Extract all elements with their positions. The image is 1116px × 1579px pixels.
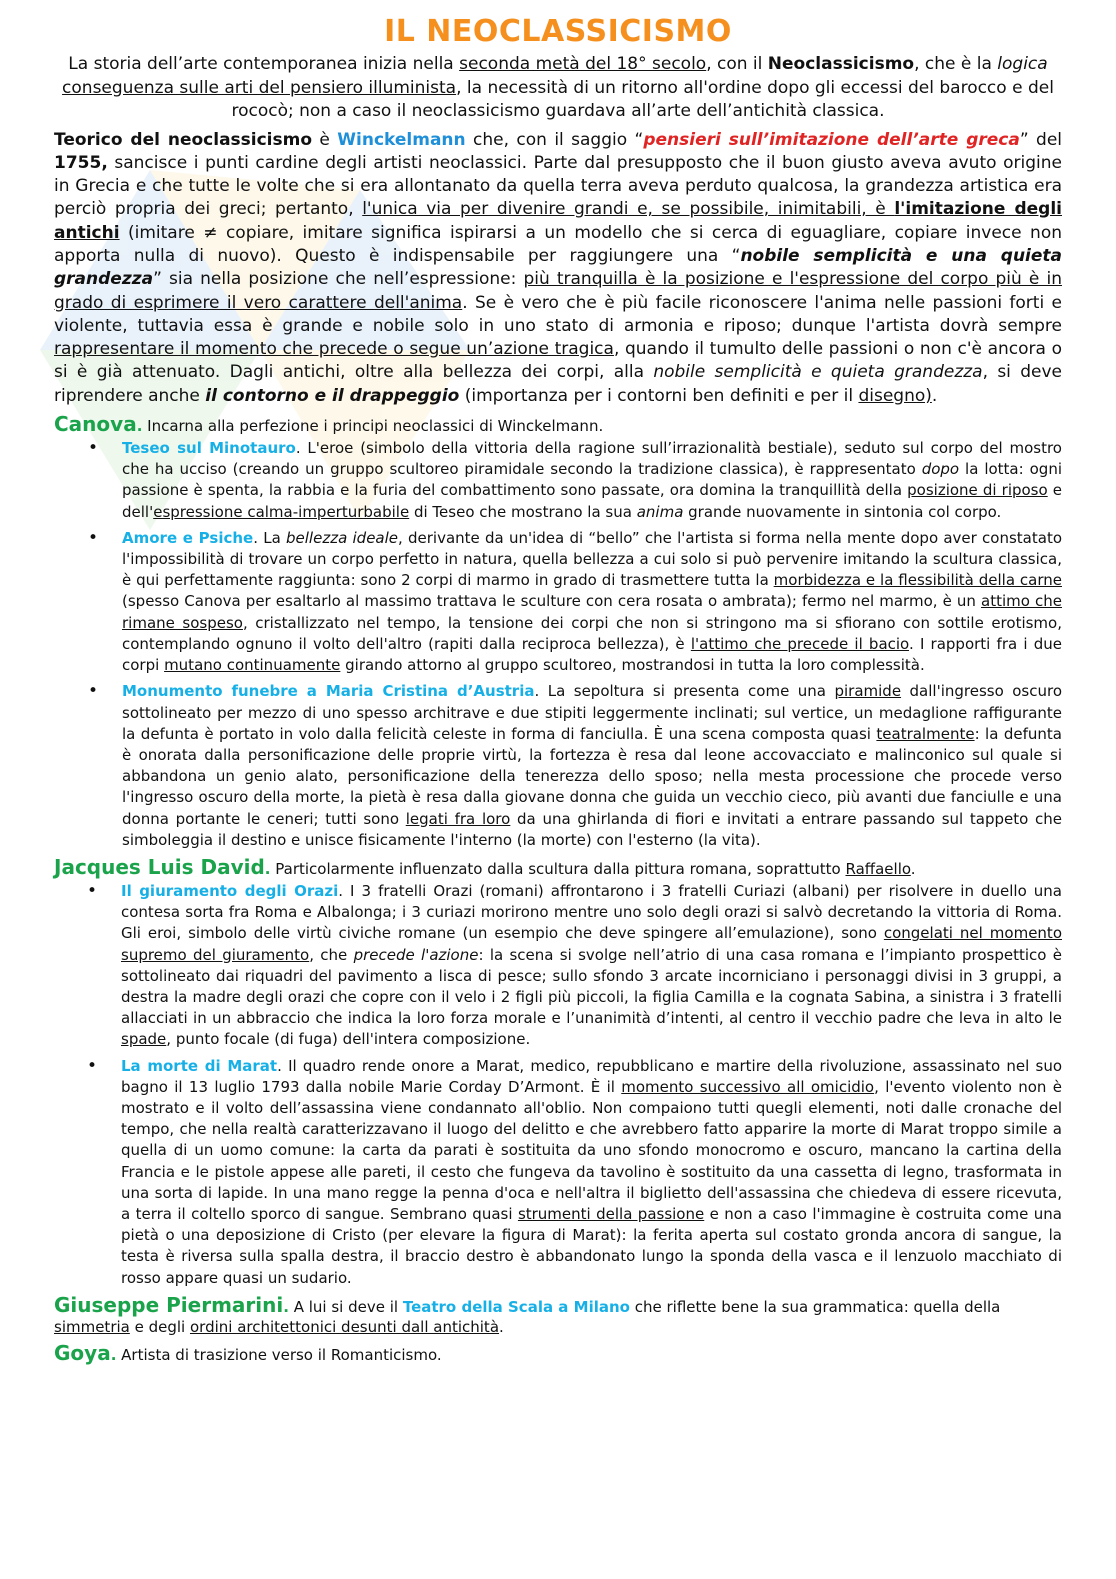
canova-works-list xyxy=(54,438,1062,851)
artist-name: Canova xyxy=(54,412,137,437)
essay-title: pensieri sull’imitazione dell’arte greca xyxy=(643,129,1020,150)
page-title: IL NEOCLASSICISMO xyxy=(384,14,732,49)
work-title: Teatro della Scala a Milano xyxy=(402,1297,630,1316)
artist-piermarini: Giuseppe Piermarini. A lui si deve il Teatro della Scala a Milano che riflette bene la sua grammatica: quella della simmetria e degli ordini architettonici desunti dall antichità. xyxy=(54,1292,1001,1336)
intro-paragraph: La storia dell’arte contemporanea inizia nella seconda metà del 18° secolo, con il Neoclassicismo, che è la logica conseguenza sulle arti del pensiero illuminista, la necessità di un ritorno all'ordine dopo gli eccessi del barocco e del rococò; non a caso il neoclassicismo guardava all’arte dell’antichità classica. xyxy=(62,54,1054,121)
theory-paragraph: Teorico del neoclassicismo è Winckelmann che, con il saggio “pensieri sull’imitazione dell’arte greca” del 1755, sancisce i punti cardine degli artisti neoclassici. Parte dal presupposto che il buon giusto aveva avuto origine in Grecia e che tutte le volte che si era allontanato da quella terra aveva perduto qualcosa, la grandezza artistica era perciò propria dei greci; pertanto, l'unica via per divenire grandi e, se possibile, inimitabili, è l'imitazione degli antichi (imitare ≠ copiare, imitare significa ispirarsi a un modello che si cerca di eguagliare, copiare invece non apporta nulla di nuovo). Questo è indispensabile per raggiungere una “nobile semplicità e una quieta grandezza” sia nella posizione che nell’espressione: più tranquilla è la posizione e l'espressione del corpo più è in grado di esprimere il vero carattere dell'anima. Se è vero che è più facile riconoscere l'anima nelle passioni forti e violente, tuttavia essa è grande e nobile solo in uno stato di armonia e riposo; dunque l'artista dovrà sempre rappresentare il momento che precede o segue un’azione tragica, quando il tumulto delle passioni o non c'è ancora o si è già attenuato. Dagli antichi, oltre alla bellezza dei corpi, alla nobile semplicità e quieta grandezza, si deve riprendere anche il contorno e il drappeggio (importanza per i contorni ben definiti e per il disegno). xyxy=(54,129,1063,406)
artist-canova: Canova. Incarna alla perfezione i principi neoclassici di Winckelmann. xyxy=(54,412,604,437)
list-item: • Monumento funebre a Maria Cristina d’Austria. La sepoltura si presenta come una piramide dall'ingresso oscuro sottolineato per mezzo di uno spesso architrave e due stipiti leggermente inclinati; sul vertice, un medaglione raffigurante la defunta è portato in volo dalla felicità celeste in forma di fanciulla. È una scena composta quasi teatralmente: la defunta è onorata dalla personificazione delle proprie virtù, la fortezza è resa dal leone accovacciato e malinconico sul quale si abbandona un genio alato, personificazione della tenerezza dello sposo; nella mesta processione che procede verso l'ingresso oscuro della morte, la pietà è resa dalla giovane donna che guida un vecchio cieco, più avanti due fanciulle e una donna portante le ceneri; tutti sono legati fra loro da una ghirlanda di fiori e invitati a entrare passando sul tappeto che simboleggia il destino e unisce fisicamente l'interno (la morte) con l'esterno (la vita). xyxy=(122,681,1062,851)
work-title: Monumento funebre a Maria Cristina d’Austria xyxy=(122,682,535,701)
list-item: • La morte di Marat. Il quadro rende onore a Marat, medico, repubblicano e martire della rivoluzione, assassinato nel suo bagno il 13 luglio 1793 dalla nobile Marie Corday D’Armont. È il momento successivo all omicidio, l'evento violento non è mostrato e il volto dell’assassina viene condannato all'oblio. Non compaiono tutti quegli elementi, noti dalle cronache del tempo, che nella realtà caratterizzavano il luogo del delitto e che avrebbero fatto apparire la morte di Marat troppo simile a quella di un uomo comune: la carta da parati è sostituita da uno sfondo monocromo e oscuro, mancano la cartina della Francia e le pistole appese alle pareti, il cesto che fungeva da tavolino è sostituito da una cassetta di legno, trasformata in una sorta di lapide. In una mano regge la penna d'oca e nell'altra il biglietto dell'assassina che chiedeva di essere ricevuta, a terra il coltello sporco di sangue. Sembrano quasi strumenti della passione e non a caso l'immagine è costruita come una pietà o una deposizione di Cristo (per elevare la figura di Marat): la ferita aperta sul costato gronda ancora di sangue, la testa è riversa sulla spalla destra, il braccio destro è abbandonato lungo la sponda della vasca e il lenzuolo macchiato di rosso appare quasi un sudario. xyxy=(121,1056,1062,1289)
david-works-list xyxy=(54,881,1062,1289)
work-title: Il giuramento degli Orazi xyxy=(121,881,339,900)
work-title: La morte di Marat xyxy=(121,1056,278,1075)
list-item: • Il giuramento degli Orazi. I 3 fratelli Orazi (romani) affrontarono i 3 fratelli Curiazi (albani) per risolvere in duello una contesa sorta fra Roma e Albalonga; i 3 curiazi morirono mentre uno solo degli orazi si salvò decretando la vittoria di Roma. Gli eroi, simbolo delle virtù civiche romane (un esempio che deve spingere all’emulazione), sono congelati nel momento supremo del giuramento, che precede l'azione: la scena si svolge nell’atrio di una casa romana e l’impianto prospettico è sottolineato dai riquadri del pavimento a lisca di pesce; sullo sfondo 3 arcate incorniciano i personaggi divisi in 3 gruppi, a destra la madre degli orazi che copre con il velo i 2 figli più piccoli, la figlia Camilla e la cognata Sabina, a sinistra i 3 fratelli allacciati in un abbraccio che indica la loro forza morale e l’unanimità d’intenti, al centro il vecchio padre che leva in alto le spade, punto focale (di fuga) dell'intera composizione. xyxy=(121,881,1062,1051)
artist-name: Jacques Luis David xyxy=(54,854,265,879)
artist-goya: Goya. Artista di trasizione verso il Romanticismo. xyxy=(54,1340,442,1365)
work-title: Teseo sul Minotauro xyxy=(122,439,296,458)
list-item: • Teseo sul Minotauro. L'eroe (simbolo della vittoria della ragione sull’irrazionalità bestiale), seduto sul corpo del mostro che ha ucciso (creando un gruppo scultoreo piramidale secondo la tradizione classica), è rappresentato dopo la lotta: ogni passione è spenta, la rabbia e la furia del combattimento sono passate, ora domina la tranquillità della posizione di riposo e dell'espressione calma-imperturbabile di Teseo che mostrano la sua anima grande nuovamente in sintonia col corpo. xyxy=(122,438,1062,523)
work-title: Amore e Psiche xyxy=(122,528,254,547)
list-item: • Amore e Psiche. La bellezza ideale, derivante da un'idea di “bello” che l'artista si forma nella mente dopo aver constatato l'impossibilità di trovare un corpo perfetto in natura, quella bellezza a cui solo si può pervenire imitando la scultura classica, è qui perfettamente raggiunta: sono 2 corpi di marmo in grado di trasmettere tutta la morbidezza e la flessibilità della carne (spesso Canova per esaltarlo al massimo trattava le sculture con cera rosata o ambrata); fermo nel marmo, è un attimo che rimane sospeso, cristallizzato nel tempo, la tensione dei corpi che non si stringono ma si sfiorano con sottile erotismo, contemplando ognuno il volto dell'altro (rapiti dalla reciproca bellezza), è l'attimo che precede il bacio. I rapporti fra i due corpi mutano continuamente girando attorno al gruppo scultoreo, mostrandosi in tutta la loro complessità. xyxy=(122,528,1062,676)
winckelmann-name: Winckelmann xyxy=(337,129,466,150)
artist-name: Goya xyxy=(54,1340,111,1365)
artist-name: Giuseppe Piermarini xyxy=(54,1292,284,1317)
artist-david: Jacques Luis David. Particolarmente influenzato dalla scultura dalla pittura romana, soprattutto Raffaello. xyxy=(54,854,916,879)
